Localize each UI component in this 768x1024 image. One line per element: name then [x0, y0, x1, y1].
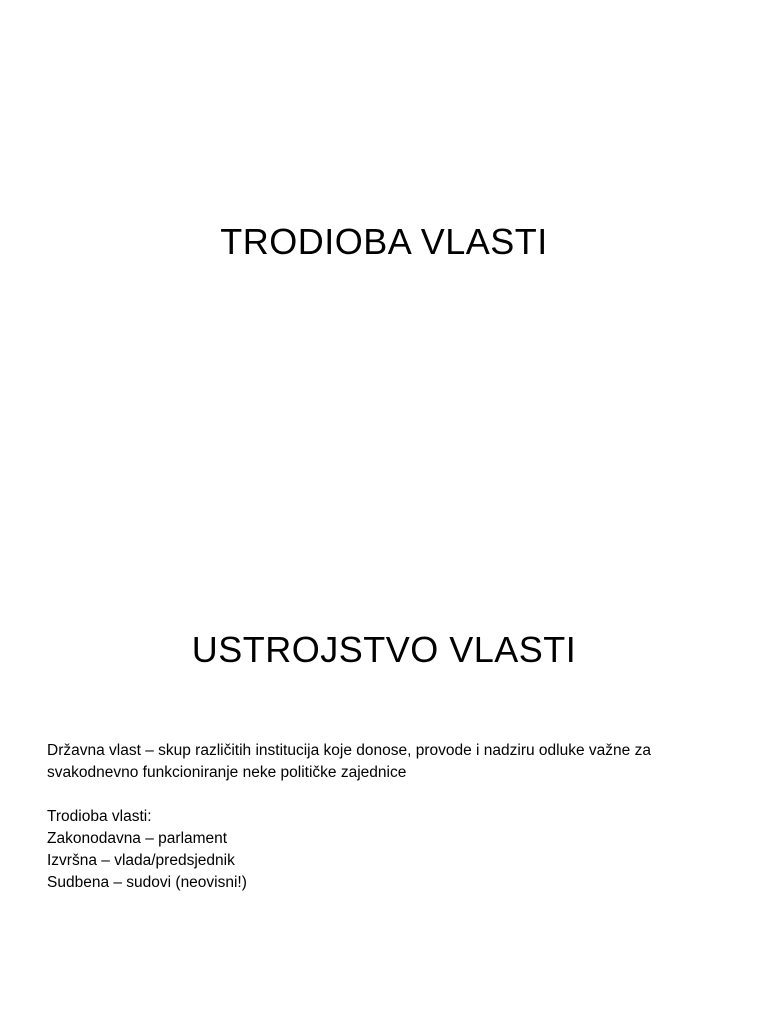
list-heading: Trodioba vlasti: [47, 808, 152, 825]
slide-body [47, 740, 737, 894]
definition-line-2: svakodnevno funkcioniranje neke političke zajednice [47, 764, 407, 781]
paragraph-gap [47, 784, 737, 806]
list-item-executive: Izvršna – vlada/predsjednik [47, 852, 235, 869]
definition-line-1: Državna vlast – skup različitih institucija koje donose, provode i nadziru odluke važne za [47, 742, 651, 759]
list-item-legislative: Zakonodavna – parlament [47, 830, 228, 847]
list-item-judicial: Sudbena – sudovi (neovisni!) [47, 874, 247, 891]
slide-ustrojstvo-vlasti [0, 512, 768, 1024]
slide-title: TRODIOBA VLASTI [220, 221, 548, 262]
slide-title: USTROJSTVO VLASTI [191, 629, 577, 670]
